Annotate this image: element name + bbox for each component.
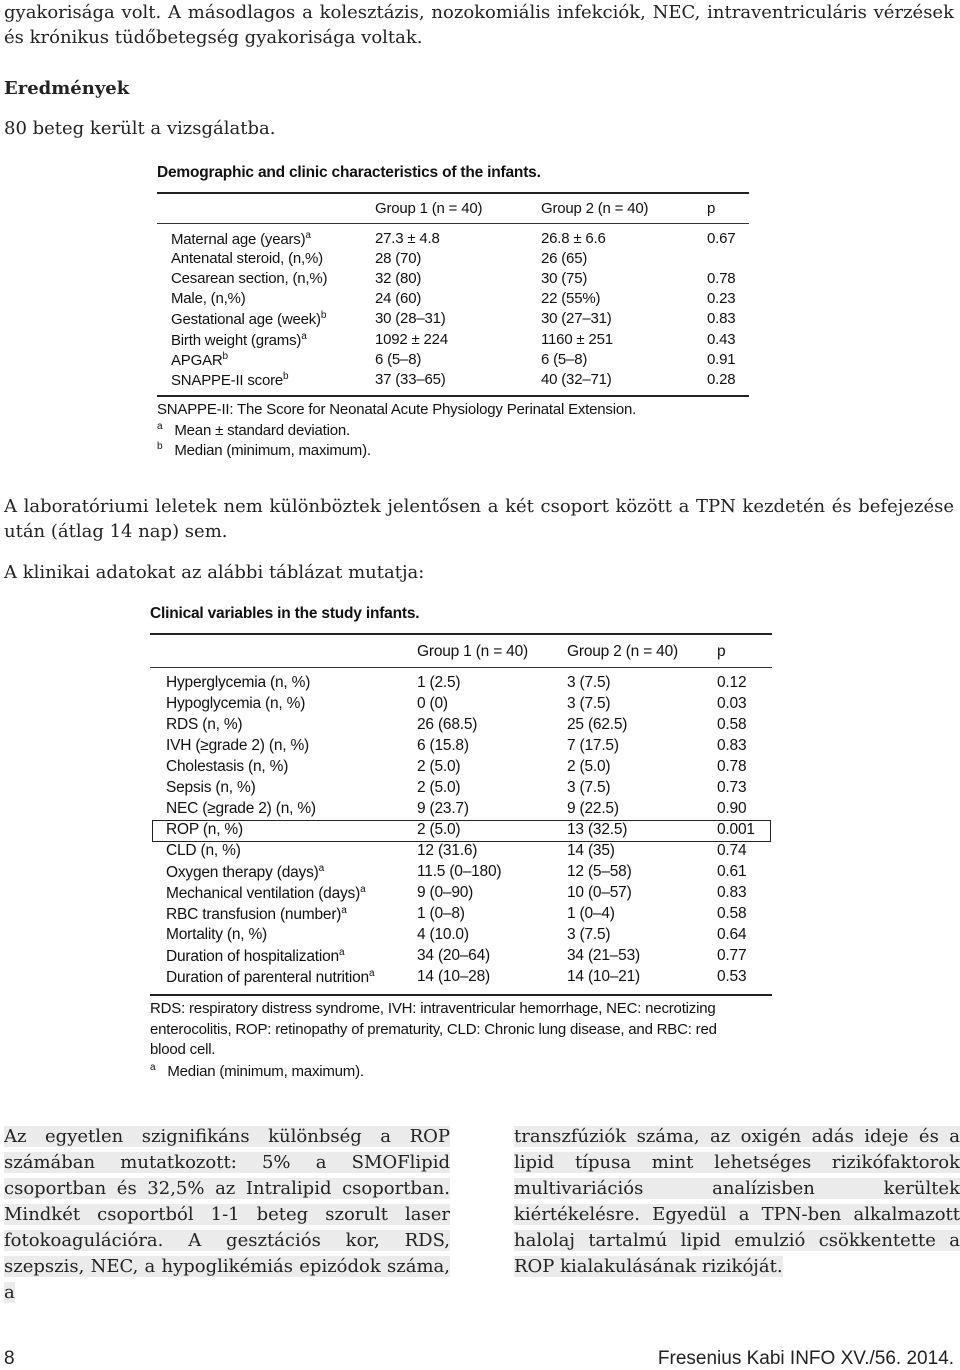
table2-cell-group2: 14 (10–21): [567, 968, 640, 985]
table2-cell-p: 0.001: [717, 821, 755, 838]
table2-cell-group1: 4 (10.0): [417, 926, 469, 943]
left-column-highlight: Az egyetlen szignifikáns különbség a ROP számában mutatkozott: 5% a SMOFlipid csoportban és 32,5% az Intralipid csoportban. Mindkét csoportból 1-1 beteg szorult laser fotokoagulációra. A gesztációs kor, RDS, szepszis, NEC, a hypoglikémiás epizódok száma, a: [4, 1126, 450, 1303]
table2-cell-group1: 1 (2.5): [417, 674, 461, 691]
table2-cell-group2: 34 (21–53): [567, 947, 640, 964]
table2-row-label: Hypoglycemia (n, %): [166, 695, 306, 712]
table1-cell-group1: 30 (28–31): [375, 310, 446, 328]
left-column-text: [4, 1124, 450, 1306]
lab-paragraph: A laboratóriumi leletek nem különböztek jelentősen a két csoport között a TPN kezdetén és befejezése után (átlag 14 nap) sem.: [4, 496, 954, 542]
table2-row-label: Cholestasis (n, %): [166, 758, 289, 775]
table2-cell-group2: 14 (35): [567, 842, 615, 859]
table1-top-rule: [157, 192, 749, 194]
right-column-text: [514, 1124, 960, 1280]
intro-paragraph: gyakorisága volt. A másodlagos a kolesztázis, nozokomiális infekciók, NEC, intraventriculáris vérzések és krónikus tüdőbetegség gyakorisága voltak.: [4, 2, 954, 48]
table1-cell-p: 0.91: [707, 350, 736, 368]
table2-cell-group1: 2 (5.0): [417, 758, 461, 775]
table2-title: Clinical variables in the study infants.: [150, 605, 420, 622]
table1-cell-group2: 26 (65): [541, 250, 588, 268]
table1-row-label: APGAR$^b$: [171, 350, 228, 369]
table1-row-label: Cesarean section, (n,%): [171, 270, 328, 288]
table2-cell-group2: 25 (62.5): [567, 716, 628, 733]
table1-cell-p: 0.67: [707, 230, 736, 247]
results-heading: Eredmények: [4, 78, 130, 99]
table2-cell-group2: 12 (5–58): [567, 863, 632, 880]
table2-note: blood cell.: [150, 1041, 216, 1059]
table1-cell-group1: 27.3 ± 4.8: [375, 230, 440, 247]
table1-header-group1: Group 1 (n = 40): [375, 200, 483, 217]
table1-cell-group1: 6 (5–8): [375, 350, 422, 368]
table2-cell-group2: 10 (0–57): [567, 884, 632, 901]
table2-cell-group1: 26 (68.5): [417, 716, 478, 733]
table2-cell-p: 0.78: [717, 758, 747, 775]
table2-cell-group2: 3 (7.5): [567, 695, 611, 712]
page-number: 8: [4, 1348, 15, 1369]
table2-cell-group1: 12 (31.6): [417, 842, 478, 859]
table2-cell-group1: 6 (15.8): [417, 737, 469, 754]
table1-row-label: Antenatal steroid, (n,%): [171, 250, 323, 268]
table2-note: RDS: respiratory distress syndrome, IVH: intraventricular hemorrhage, NEC: necrotizing: [150, 1000, 716, 1017]
table1-cell-group2: 26.8 ± 6.6: [541, 230, 606, 247]
footnote-marker: a: [318, 863, 324, 874]
table2-header-rule: [150, 667, 772, 668]
footnote-marker: b: [222, 350, 228, 362]
table1-note: SNAPPE-II: The Score for Neonatal Acute Physiology Perinatal Extension.: [157, 401, 637, 418]
table1-cell-p: 0.28: [707, 370, 736, 388]
table2-row-label: CLD (n, %): [166, 842, 241, 859]
table1-row-label: SNAPPE-II score$^b$: [171, 370, 289, 389]
table1-title: Demographic and clinic characteristics of the infants.: [157, 164, 541, 181]
table1-cell-p: 0.83: [707, 310, 736, 328]
table2-cell-group1: 0 (0): [417, 695, 448, 712]
table2-cell-p: 0.61: [717, 863, 747, 880]
table2-row-label: RDS (n, %): [166, 716, 243, 733]
table2-cell-group2: 3 (7.5): [567, 779, 611, 796]
table2-cell-p: 0.83: [717, 737, 747, 754]
table2-cell-group1: 2 (5.0): [417, 779, 461, 796]
table2-cell-p: 0.77: [717, 947, 747, 964]
table2-row-label: Duration of hospitalization$^a$: [166, 947, 345, 965]
table2-row-label: IVH (≥grade 2) (n, %): [166, 737, 309, 754]
table2-bottom-rule: [150, 994, 772, 996]
table2-cell-group2: 1 (0–4): [567, 905, 615, 922]
table2-cell-group1: 11.5 (0–180): [417, 863, 502, 880]
table1: [157, 200, 749, 400]
table2-row-label: ROP (n, %): [166, 821, 243, 838]
table2-cell-group1: 2 (5.0): [417, 821, 461, 838]
footnote-marker: a: [157, 421, 163, 432]
table2-cell-group2: 2 (5.0): [567, 758, 611, 775]
table2-cell-group1: 34 (20–64): [417, 947, 490, 964]
table1-note: $^a$ Mean ± standard deviation.: [157, 421, 351, 439]
table2-header-group1: Group 1 (n = 40): [417, 643, 528, 660]
table1-row-label: Maternal age (years)$^a$: [171, 230, 311, 248]
footnote-marker: b: [283, 370, 289, 382]
table1-row-label: Gestational age (week)$^b$: [171, 310, 327, 329]
table2-cell-group1: 9 (23.7): [417, 800, 469, 817]
table2-cell-p: 0.90: [717, 800, 747, 817]
table1-cell-group2: 22 (55%): [541, 290, 601, 308]
table2-cell-group1: 1 (0–8): [417, 905, 465, 922]
table2-cell-group2: 13 (32.5): [567, 821, 628, 838]
footnote-marker: a: [360, 884, 366, 895]
table2-cell-p: 0.58: [717, 716, 747, 733]
table2: [150, 643, 772, 993]
table2-row-label: Hyperglycemia (n, %): [166, 674, 311, 691]
table1-row-label: Birth weight (grams)$^a$: [171, 330, 307, 349]
table1-cell-group2: 40 (32–71): [541, 370, 612, 388]
footnote-marker: a: [301, 330, 307, 342]
table1-cell-group2: 30 (75): [541, 270, 588, 288]
table2-cell-group2: 3 (7.5): [567, 674, 611, 691]
table1-cell-group1: 24 (60): [375, 290, 422, 308]
table1-cell-group2: 30 (27–31): [541, 310, 612, 328]
table2-cell-p: 0.64: [717, 926, 747, 943]
right-column-highlight: transzfúziók száma, az oxigén adás ideje és a lipid típusa mint lehetséges rizikófaktorok multivariációs analízisben kerültek kiértékelésre. Egyedül a TPN-ben alkalmazott halolaj tartalmú lipid emulzió csökkentette a ROP kialakulásának rizikóját.: [514, 1126, 960, 1277]
table2-cell-p: 0.53: [717, 968, 747, 985]
table2-note: enterocolitis, ROP: retinopathy of prematurity, CLD: Chronic lung disease, and RBC: red: [150, 1020, 717, 1038]
table2-row-label: Mechanical ventilation (days)$^a$: [166, 884, 366, 902]
table2-cell-group1: 9 (0–90): [417, 884, 474, 901]
table2-cell-p: 0.03: [717, 695, 747, 712]
table2-cell-group2: 9 (22.5): [567, 800, 619, 817]
table2-header-group2: Group 2 (n = 40): [567, 643, 678, 660]
footnote-marker: a: [150, 1062, 156, 1074]
footnote-marker: b: [157, 441, 163, 452]
table1-cell-group2: 1160 ± 251: [541, 330, 613, 348]
results-text: 80 beteg került a vizsgálatba.: [4, 118, 276, 139]
table1-cell-p: 0.23: [707, 290, 736, 308]
table2-cell-group2: 3 (7.5): [567, 926, 611, 943]
table2-row-label: NEC (≥grade 2) (n, %): [166, 800, 316, 817]
journal-info: Fresenius Kabi INFO XV./56. 2014.: [657, 1348, 954, 1369]
table2-row-label: Oxygen therapy (days)$^a$: [166, 863, 324, 881]
table2-cell-p: 0.73: [717, 779, 747, 796]
table1-cell-p: 0.78: [707, 270, 736, 288]
right-column: [514, 1124, 960, 1280]
table1-note: $^b$ Median (minimum, maximum).: [157, 441, 371, 459]
footnote-marker: a: [338, 947, 345, 958]
table1-row-label: Male, (n,%): [171, 290, 246, 308]
table1-cell-group1: 32 (80): [375, 270, 422, 288]
table1-header-rule: [157, 223, 749, 224]
table1-bottom-rule: [157, 395, 749, 397]
table1-cell-group1: 1092 ± 224: [375, 330, 448, 348]
table2-row-label: Duration of parenteral nutrition$^a$: [166, 968, 375, 986]
table2-cell-p: 0.74: [717, 842, 747, 859]
table1-header-group2: Group 2 (n = 40): [541, 200, 649, 217]
clinical-paragraph: A klinikai adatokat az alábbi táblázat mutatja:: [4, 562, 425, 583]
footnote-marker: a: [305, 230, 311, 241]
table2-header-p: p: [717, 643, 726, 660]
table2-top-rule: [150, 633, 772, 635]
left-column: [4, 1124, 450, 1306]
table1-cell-group1: 37 (33–65): [375, 370, 446, 388]
footnote-marker: b: [320, 310, 327, 322]
footnote-marker: a: [341, 905, 347, 916]
table1-cell-group1: 28 (70): [375, 250, 422, 268]
table2-row-label: RBC transfusion (number)$^a$: [166, 905, 347, 923]
table2-row-label: Mortality (n, %): [166, 926, 268, 943]
table2-cell-p: 0.58: [717, 905, 747, 922]
table2-cell-p: 0.83: [717, 884, 747, 901]
table2-row-label: Sepsis (n, %): [166, 779, 256, 796]
table2-cell-p: 0.12: [717, 674, 747, 691]
rop-highlight-box: [152, 820, 771, 842]
table1-cell-p: 0.43: [707, 330, 736, 348]
table2-cell-group2: 7 (17.5): [567, 737, 619, 754]
table1-header-p: p: [707, 200, 716, 217]
table1-cell-group2: 6 (5–8): [541, 350, 588, 368]
table2-cell-group1: 14 (10–28): [417, 968, 490, 985]
footnote-marker: a: [368, 968, 375, 979]
table2-note: $^a$ Median (minimum, maximum).: [150, 1062, 364, 1081]
